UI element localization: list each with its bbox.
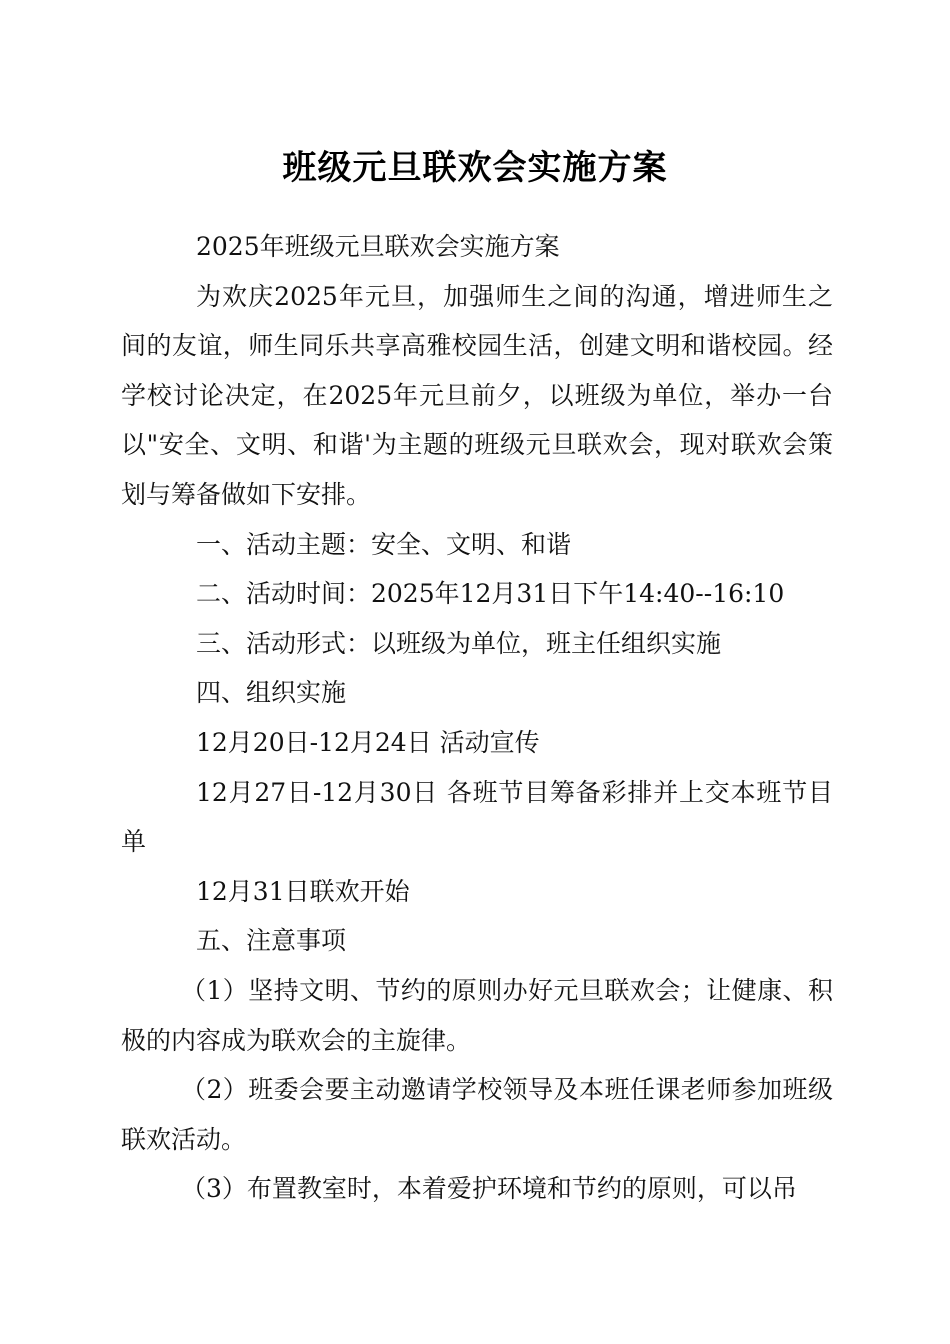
note-item-1: （1）坚持文明、节约的原则办好元旦联欢会；让健康、积极的内容成为联欢会的主旋律。 <box>121 975 833 1055</box>
document-title: 班级元旦联欢会实施方案 <box>282 148 668 188</box>
schedule-item-rehearsal: 12月27日-12月30日 各班节目筹备彩排并上交本班节目单 <box>121 777 833 857</box>
intro-paragraph: 为欢庆2025年元旦，加强师生之间的沟通，增进师生之间的友谊，师生同乐共享高雅校园生活，创建文明和谐校园。经学校讨论决定，在2025年元旦前夕，以班级为单位，举办一台以"安全、文明、和谐'为主题的班级元旦联欢会，现对联欢会策划与筹备做如下安排。 <box>121 281 833 509</box>
schedule-item-publicity: 12月20日-12月24日 活动宣传 <box>196 727 540 757</box>
subtitle-paragraph: 2025年班级元旦联欢会实施方案 <box>196 232 560 261</box>
section-format: 三、活动形式：以班级为单位，班主任组织实施 <box>196 628 722 658</box>
note-item-3: （3）布置教室时，本着爱护环境和节约的原则，可以吊 <box>181 1174 797 1204</box>
document-body <box>121 222 833 1214</box>
section-organization: 四、组织实施 <box>196 678 347 708</box>
schedule-item-start: 12月31日联欢开始 <box>196 876 410 906</box>
section-theme: 一、活动主题：安全、文明、和谐 <box>196 529 572 559</box>
note-item-2: （2）班委会要主动邀请学校领导及本班任课老师参加班级联欢活动。 <box>121 1075 833 1154</box>
section-notes: 五、注意事项 <box>196 926 347 956</box>
section-time: 二、活动时间：2025年12月31日下午14:40--16:10 <box>196 579 785 609</box>
